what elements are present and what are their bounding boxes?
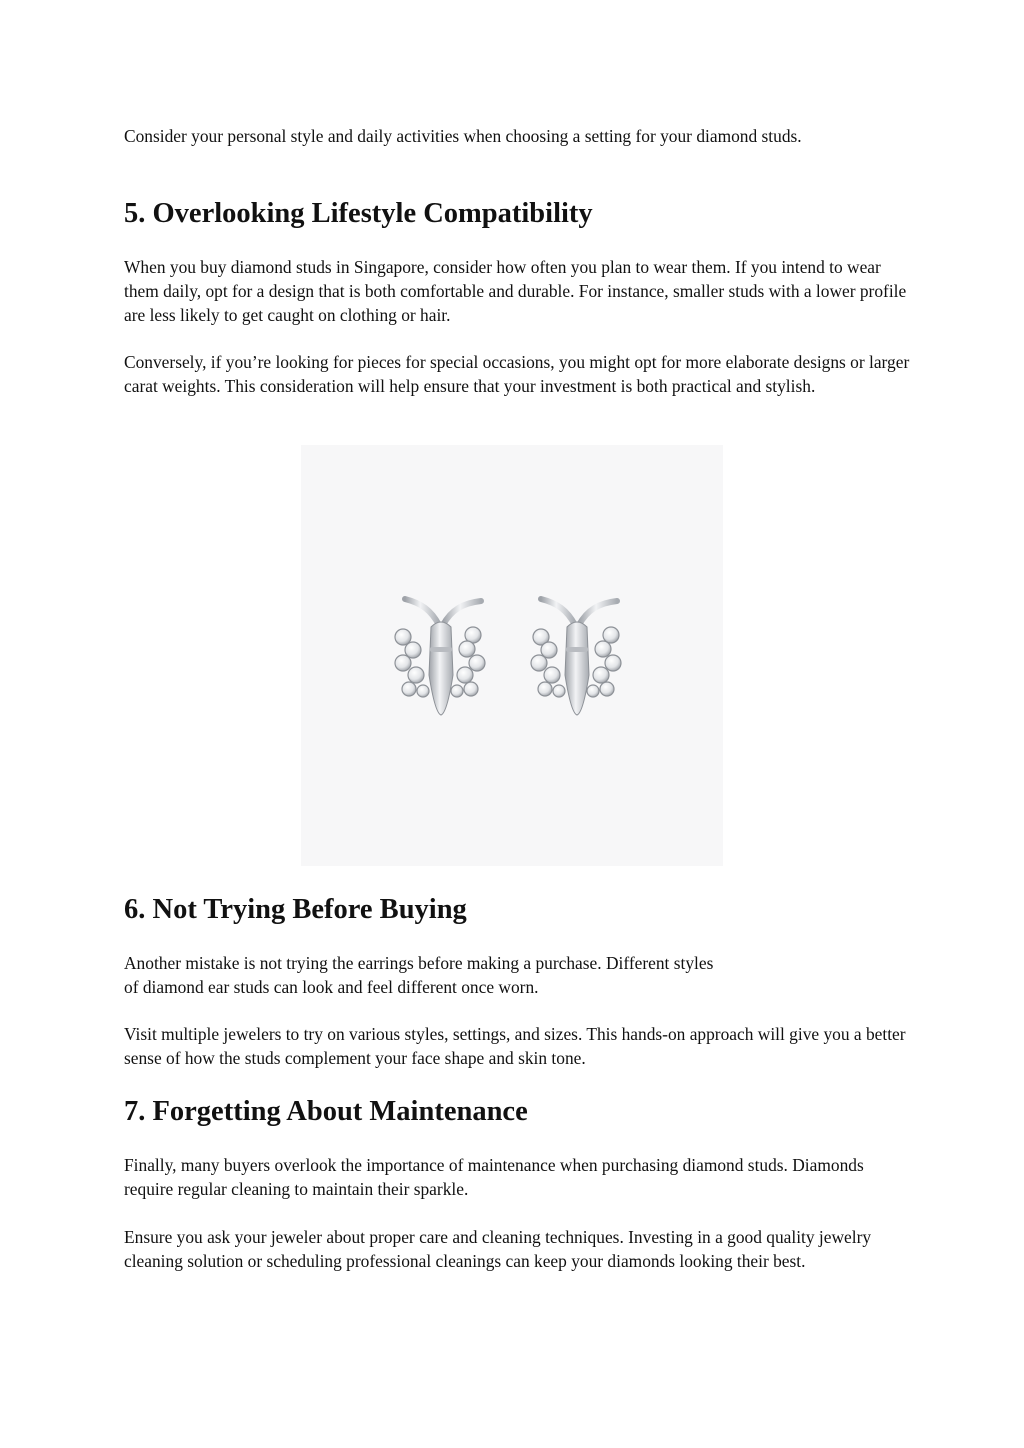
paragraph-not-trying-1-line1: Another mistake is not trying the earrings before making a purchase. Different styles: [124, 953, 714, 973]
heading-maintenance: 7. Forgetting About Maintenance: [124, 1096, 528, 1127]
paragraph-not-trying-1: [124, 951, 914, 999]
butterfly-diamond-earrings-image: [301, 445, 723, 866]
heading-not-trying: 6. Not Trying Before Buying: [124, 894, 467, 925]
paragraph-not-trying-1-line2: of diamond ear studs can look and feel different once worn.: [124, 977, 539, 997]
paragraph-lifestyle-2: Conversely, if you’re looking for pieces for special occasions, you might opt for more elaborate designs or larger carat weights. This consideration will help ensure that your investment is both practical and stylish.: [124, 352, 910, 396]
earrings-illustration: [301, 445, 723, 866]
paragraph-maintenance-1: Finally, many buyers overlook the importance of maintenance when purchasing diamond studs. Diamonds require regular cleaning to maintain their sparkle.: [124, 1155, 864, 1199]
right-earring: [531, 599, 621, 715]
heading-lifestyle-compatibility: 5. Overlooking Lifestyle Compatibility: [124, 198, 593, 229]
intro-paragraph: Consider your personal style and daily activities when choosing a setting for your diamond studs.: [124, 126, 802, 146]
left-earring: [395, 599, 485, 715]
paragraph-lifestyle-1: When you buy diamond studs in Singapore, consider how often you plan to wear them. If you intend to wear them daily, opt for a design that is both comfortable and durable. For instance, smaller studs with a lower profile are less likely to get caught on clothing or hair.: [124, 257, 907, 325]
paragraph-not-trying-2: Visit multiple jewelers to try on various styles, settings, and sizes. This hands-on approach will give you a better sense of how the studs complement your face shape and skin tone.: [124, 1024, 906, 1068]
paragraph-maintenance-2: Ensure you ask your jeweler about proper care and cleaning techniques. Investing in a good quality jewelry cleaning solution or scheduling professional cleanings can keep your diamonds looking their best.: [124, 1227, 872, 1271]
